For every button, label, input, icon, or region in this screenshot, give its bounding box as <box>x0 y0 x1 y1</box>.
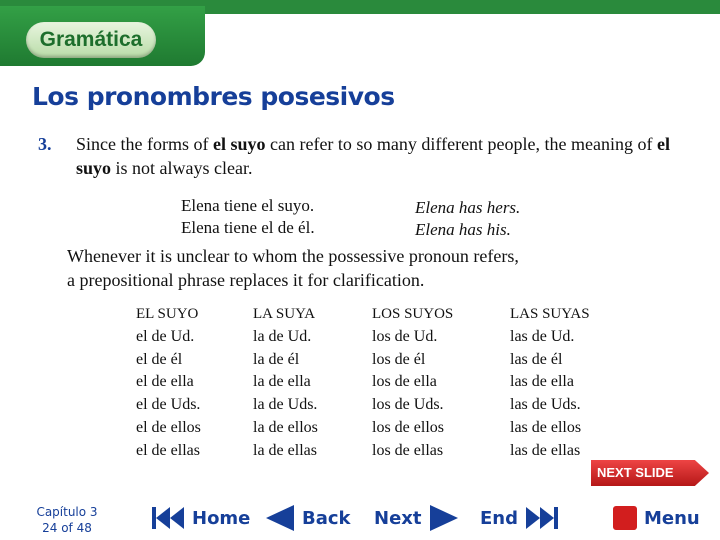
header-bar <box>0 0 720 66</box>
table-cell: las de él <box>510 350 563 368</box>
table-column-los-suyos <box>372 303 453 463</box>
table-cell: las de ella <box>510 373 574 391</box>
end-label: End <box>480 507 518 529</box>
example-english-1: Elena has hers. <box>415 198 521 217</box>
table-cell: los de Uds. <box>372 396 444 414</box>
paragraph-2-line-2: a prepositional phrase replaces it for clarification. <box>67 270 425 290</box>
menu-label: Menu <box>644 507 700 529</box>
table-cell: la de él <box>253 350 300 368</box>
table-cell: las de ellas <box>510 441 581 459</box>
term-el-suyo-2: el suyo <box>76 134 671 178</box>
item-number: 3. <box>38 134 52 154</box>
menu-square-icon <box>612 505 638 531</box>
chapter-info <box>24 504 110 536</box>
chapter-label: Capítulo 3 <box>36 505 98 519</box>
column-header: LOS SUYOS <box>372 306 454 322</box>
table-cell: la de ellas <box>253 441 317 459</box>
table-cell: el de ella <box>136 373 194 391</box>
menu-button[interactable] <box>612 504 700 532</box>
home-button[interactable] <box>152 504 250 532</box>
paragraph-2 <box>67 244 667 292</box>
example-spanish-2: Elena tiene el de él. <box>181 218 315 237</box>
table-cell: los de él <box>372 350 426 368</box>
table-column-la-suya <box>253 303 318 463</box>
next-label: Next <box>374 507 422 529</box>
slide-count: 24 of 48 <box>42 521 92 535</box>
table-cell: los de ellos <box>372 418 444 436</box>
table-cell: las de Uds. <box>510 396 581 414</box>
table-cell: el de ellos <box>136 418 201 436</box>
examples-spanish <box>181 195 315 239</box>
paragraph-1-text-c: is not always clear. <box>111 158 253 178</box>
column-header: EL SUYO <box>136 306 199 322</box>
paragraph-1-text-b: can refer to so many different people, the meaning of <box>265 134 658 154</box>
table-cell: la de ella <box>253 373 311 391</box>
footer-bar <box>0 496 720 540</box>
table-cell: los de ellas <box>372 441 444 459</box>
table-column-las-suyas <box>510 303 590 463</box>
next-slide-button[interactable] <box>591 460 709 486</box>
paragraph-1-text-a: Since the forms of <box>76 134 213 154</box>
term-el-suyo: el suyo <box>212 134 266 154</box>
example-spanish-1: Elena tiene el suyo. <box>181 196 315 215</box>
next-button[interactable] <box>374 504 458 532</box>
back-label: Back <box>302 507 351 529</box>
table-column-el-suyo <box>136 303 201 463</box>
table-cell: los de ella <box>372 373 437 391</box>
table-cell: los de Ud. <box>372 327 438 345</box>
table-cell: la de Uds. <box>253 396 318 414</box>
table-cell: la de ellos <box>253 418 318 436</box>
table-cell: el de Uds. <box>136 396 201 414</box>
column-header: LAS SUYAS <box>510 306 590 322</box>
last-slide-icon <box>524 506 558 530</box>
example-english-2: Elena has his. <box>415 220 511 239</box>
first-slide-icon <box>152 506 186 530</box>
home-label: Home <box>192 507 251 529</box>
column-header: LA SUYA <box>253 306 316 322</box>
paragraph-2-line-1: Whenever it is unclear to whom the possessive pronoun refers, <box>67 246 519 266</box>
table-cell: el de él <box>136 350 183 368</box>
table-cell: el de ellas <box>136 441 200 459</box>
end-button[interactable] <box>480 504 558 532</box>
table-cell: el de Ud. <box>136 327 195 345</box>
section-label: Gramática <box>39 28 143 51</box>
examples-english <box>415 197 520 241</box>
paragraph-1 <box>76 132 676 180</box>
table-cell: la de Ud. <box>253 327 312 345</box>
table-cell: las de Ud. <box>510 327 575 345</box>
forward-arrow-icon <box>428 505 458 531</box>
next-slide-label: NEXT SLIDE <box>597 465 674 480</box>
back-button[interactable] <box>266 504 351 532</box>
page-title: Los pronombres posesivos <box>32 82 395 111</box>
table-cell: las de ellos <box>510 418 582 436</box>
back-arrow-icon <box>266 505 296 531</box>
